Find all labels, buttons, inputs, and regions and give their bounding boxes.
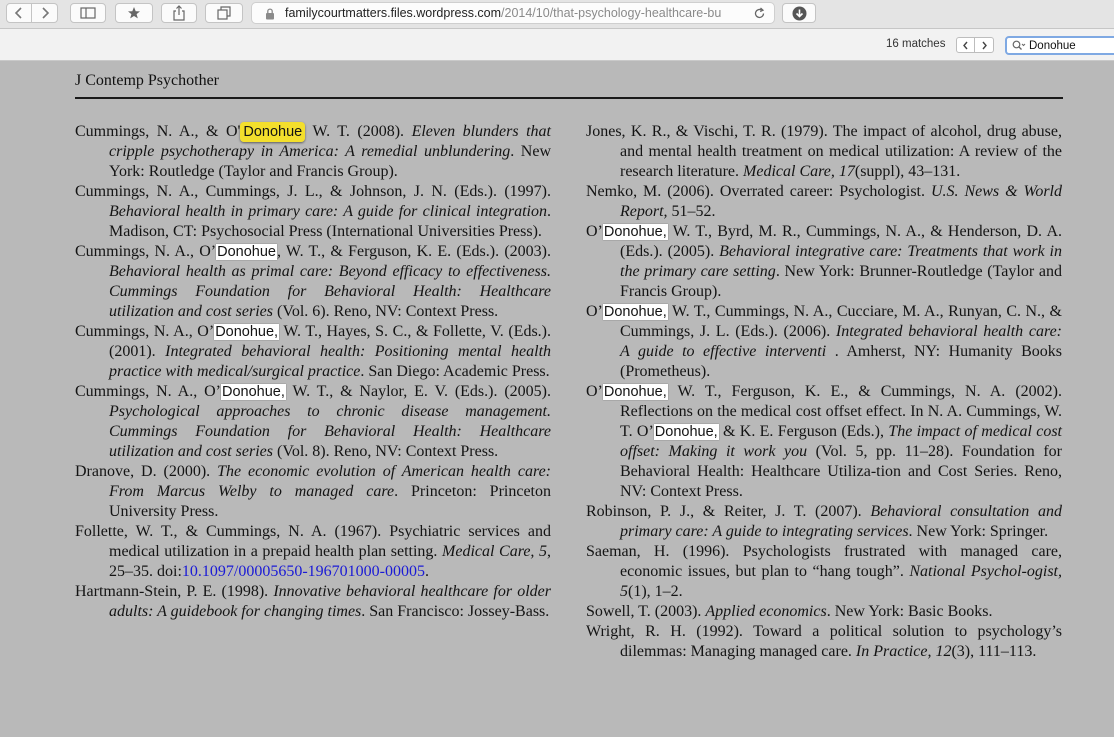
reference-item: Cummings, N. A., O’Donohue, W. T., Hayes, S. C., & Follette, V. (Eds.). (2001). Integrated behavioral health: Positioning mental health practice with medical/surgical practice. San Diego: Academic Press. [75,323,552,380]
reference-item: Saeman, H. (1996). Psychologists frustrated with managed care, economic issues, but plan to “hang tough”. National Psychol-ogist, 5(1), 1–2. [586,543,1062,600]
share-icon [172,5,186,21]
find-input[interactable] [1029,38,1114,53]
address-bar[interactable] [251,2,775,24]
sidebar-icon [80,7,96,19]
reference-item: O’Donohue, W. T., Cummings, N. A., Cucciare, M. A., Runyan, C. N., & Cummings, J. L. (Eds.). (2006). Integrated behavioral health care: A guide to effective interventi . Amherst, NY: Humanity Books (Prometheus). [586,303,1063,380]
search-highlight: Donohue, [654,424,718,440]
reference-item: Robinson, P. J., & Reiter, J. T. (2007). Behavioral consultation and primary care: A guide to integrating services. New York: Springer. [586,503,1062,540]
back-button[interactable] [6,3,32,23]
sidebar-button[interactable] [70,3,106,23]
tabs-overview-button[interactable] [205,3,243,23]
forward-button[interactable] [32,3,58,23]
reference-item: Wright, R. H. (1992). Toward a political solution to psychology’s dilemmas: Managing managed care. In Practice, 12(3), 111–113. [586,623,1062,660]
find-search-field[interactable] [1005,36,1114,55]
downloads-button[interactable] [782,3,816,23]
download-icon [792,6,807,21]
reference-item: O’Donohue, W. T., Byrd, M. R., Cummings, N. A., & Henderson, D. A. (Eds.). (2005). Behavioral integrative care: Treatments that work in the primary care setting. New York: Brunner-Routledge (Taylor and Francis Group). [586,223,1062,300]
journal-header: J Contemp Psychother [75,72,219,89]
reference-item: Dranove, D. (2000). The economic evolution of American health care: From Marcus Welby to managed care. Princeton: Princeton University Press. [75,463,551,520]
chevron-right-icon [40,7,50,19]
browser-toolbar [0,0,1114,29]
reference-item: Cummings, N. A., & O' Donohue W. T. (2008). Eleven blunders that cripple psychotherapy in America: A remedial unblundering. New York: Routledge (Taylor and Francis Group). [75,123,551,180]
search-highlight: Donohue, [215,324,279,340]
match-count: 16 matches [886,38,946,50]
previous-match-button[interactable] [956,37,975,53]
reference-item: O’Donohue, W. T., Ferguson, K. E., & Cummings, N. A. (2002). Reflections on the medical cost offset effect. In N. A. Cummings, W. T. O’Donohue, & K. E. Ferguson (Eds.), The impact of medical cost offset: Making it work you (Vol. 5, pp. 11–28). Foundation for Behavioral Health: Healthcare Utiliza-tion and Cost Series. Reno, NV: Context Press. [586,383,1063,500]
lock-icon [265,8,275,20]
reference-item: Sowell, T. (2003). Applied economics. New York: Basic Books. [586,603,993,620]
chevron-right-icon [981,41,988,50]
search-highlight: Donohue, [603,384,667,400]
search-highlight-current: Donohue [240,122,305,142]
reference-item: Cummings, N. A., O’Donohue, W. T., & Ferguson, K. E. (Eds.). (2003). Behavioral health as primal care: Beyond efficacy to effectiveness. Cummings Foundation for Behavioral Health: Healthcare utilization and cost series (Vol. 6). Reno, NV: Context Press. [75,243,551,320]
find-bar [0,29,1114,61]
reference-item: Hartmann-Stein, P. E. (1998). Innovative behavioral healthcare for older adults: A guidebook for changing times. San Francisco: Jossey-Bass. [75,583,551,620]
reference-item: Nemko, M. (2006). Overrated career: Psychologist. U.S. News & World Report, 51–52. [586,183,1063,220]
search-highlight: Donohue, [603,224,667,240]
url-text [285,6,753,20]
chevron-left-icon [14,7,24,19]
doi-link[interactable]: 10.1097/00005650-196701000-00005 [181,563,425,580]
reference-item: Jones, K. R., & Vischi, T. R. (1979). The impact of alcohol, drug abuse, and mental health treatment on medical utilization: A review of the research literature. Medical Care, 17(suppl), 43–131. [586,123,1062,180]
references-left-column [75,122,551,622]
header-rule [75,97,1063,99]
bookmarks-button[interactable] [115,3,153,23]
share-button[interactable] [161,3,197,23]
chevron-left-icon [962,41,969,50]
reference-item: Cummings, N. A., O’Donohue, W. T., & Naylor, E. V. (Eds.). (2005). Psychological approaches to chronic disease management. Cummings Foundation for Behavioral Health: Healthcare utilization and cost series (Vol. 8). Reno, NV: Context Press. [75,383,552,460]
reference-item: Cummings, N. A., Cummings, J. L., & Johnson, J. N. (Eds.). (1997). Behavioral health in primary care: A guide for clinical integration. Madison, CT: Psychosocial Press (International Universities Press). [75,183,551,240]
url-host: familycourtmatters.files.wordpress.com [285,6,502,20]
url-path: /2014/10/that-psychology-healthcare-bu [501,6,722,20]
search-highlight: Donohue [217,244,276,260]
tabs-icon [217,6,231,20]
search-icon [1012,40,1026,52]
references-right-column [586,122,1062,662]
star-icon [127,6,141,20]
reload-icon[interactable] [753,7,766,20]
reference-item: Follette, W. T., & Cummings, N. A. (1967). Psychiatric services and medical utilization in a prepaid health plan setting. Medical Care, 5, 25–35. doi:10.1097/00005650-196701000-00005. [75,523,552,580]
search-highlight: Donohue, [603,304,667,320]
next-match-button[interactable] [975,37,994,53]
search-highlight: Donohue, [221,384,285,400]
